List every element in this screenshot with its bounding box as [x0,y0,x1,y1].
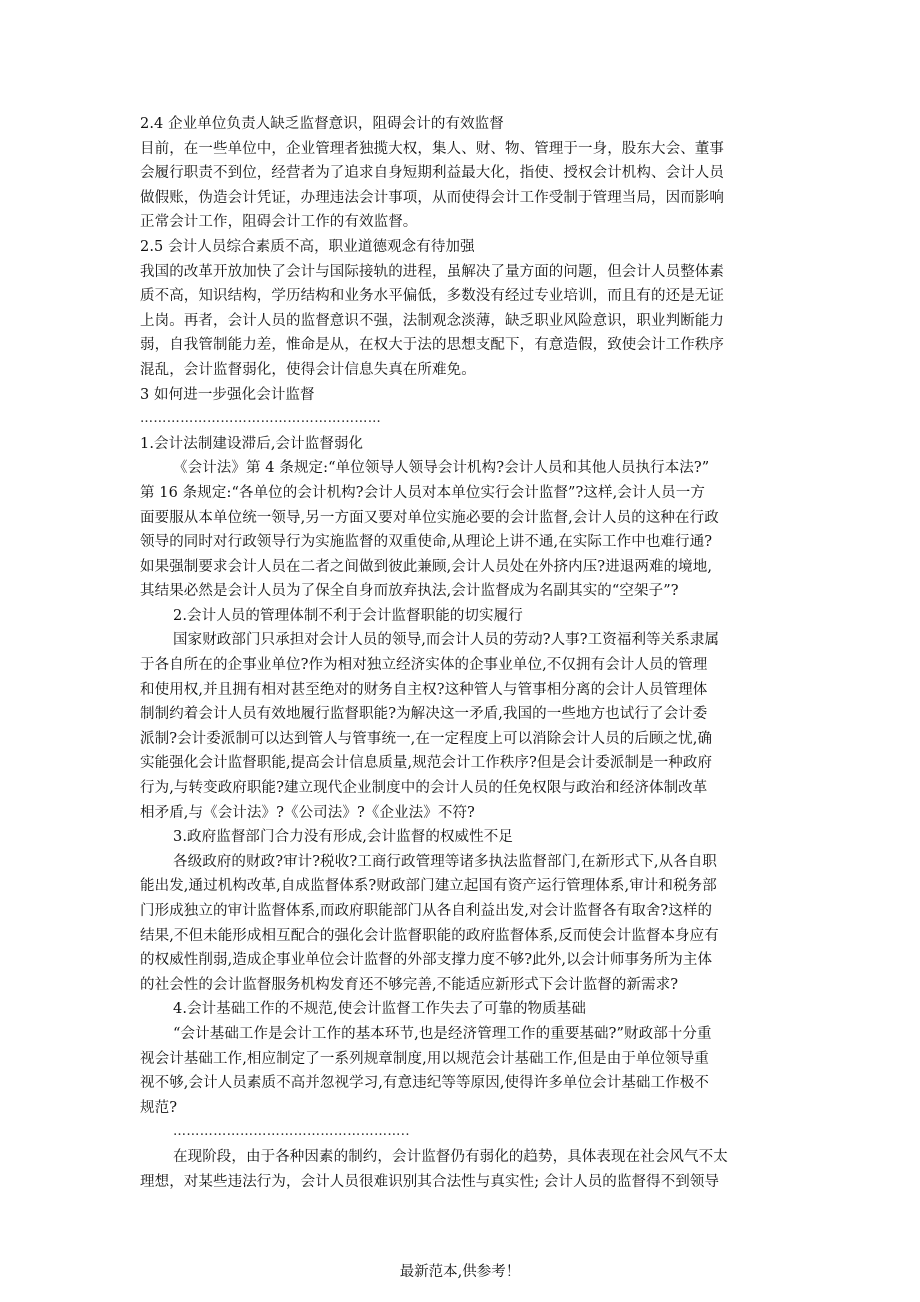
section-heading [140,997,782,1022]
section-heading [140,112,782,137]
text-line: 行为,与转变政府职能?建立现代企业制度中的会计人员的任免权限与政治和经济体制改革 [140,780,708,797]
paragraph [140,137,782,235]
text-line: 正常会计工作，阻碍会计工作的有效监督。 [140,214,418,231]
text-line: 的社会性的会计监督服务机构发育还不够完善,不能适应新形式下会计监督的新需求? [140,976,679,993]
text-line: 《会计法》第 4 条规定:“单位领导人领导会计机构?会计人员和其他人员执行本法?” [173,460,710,477]
text-line: 视不够,会计人员素质不高并忽视学习,有意违纪等等原因,使得许多单位会计基础工作极不 [140,1075,709,1092]
text-line: 4.会计基础工作的不规范,使会计监督工作失去了可靠的物质基础 [173,1001,586,1018]
dots-line: ……………………………………………… [140,411,382,427]
text-line: 2.4 企业单位负责人缺乏监督意识，阻碍会计的有效监督 [140,116,504,132]
section-heading [140,825,782,850]
text-line: 能出发,通过机构改革,自成监督体系?财政部门建立起国有资产运行管理体系,审计和税务部 [140,878,717,895]
text-line: 弱，自我管制能力差，惟命是从，在权大于法的思想支配下，有意造假，致使会计工作秩序 [140,337,724,354]
text-line: 领导的同时对行政领导行为实施监督的双重使命,从理论上讲不通,在实际工作中也难行通? [140,534,713,551]
text-line: 目前，在一些单位中，企业管理者独揽大权，集人、财、物、管理于一身，股东大会、董事 [140,140,724,157]
text-line: 制制约着会计人员有效地履行监督职能?为解决这一矛盾,我国的一些地方也试行了会计委 [140,706,708,723]
text-line: 理想，对某些违法行为，会计人员很难识别其合法性与真实性; 会计人员的监督得不到领导 [140,1173,720,1190]
text-line: 派制?会计委派制可以达到管人与管事统一,在一定程度上可以消除会计人员的后顾之忧,确 [140,730,713,747]
ellipsis-separator [140,407,782,432]
text-line: 混乱，会计监督弱化，使得会计信息失真在所难免。 [140,361,476,378]
text-line: 如果强制要求会计人员在二者之间做到彼此兼顾,会计人员处在外挤内压?进退两难的境地, [140,558,713,575]
text-line: 实能强化会计监督职能,提高会计信息质量,规范会计工作秩序?但是会计委派制是一种政府 [140,755,713,772]
ellipsis-separator [140,1120,782,1145]
paragraph [140,260,782,383]
text-line: 国家财政部门只承担对会计人员的领导,而会计人员的劳动?人事?工资福利等关系隶属 [173,632,720,649]
text-line: 的权威性削弱,造成企事业单位会计监督的外部支撑力度不够?此外,以会计师事务所为主体 [140,952,713,969]
text-line: 在现阶段，由于各种因素的制约，会计监督仍有弱化的趋势，具体表现在社会风气不太 [173,1148,728,1165]
text-line: 2.会计人员的管理体制不利于会计监督职能的切实履行 [173,607,523,624]
text-line: 质不高，知识结构，学历结构和业务水平偏低，多数没有经过专业培训，而且有的还是无证 [140,288,724,305]
text-line: 2.5 会计人员综合素质不高，职业道德观念有待加强 [140,238,475,255]
text-line: 面要服从本单位统一领导,另一方面又要对单位实施必要的会计监督,会计人员的这种在行政 [140,509,719,526]
text-line: 做假账，伪造会计凭证，办理违法会计事项，从而使得会计工作受制于管理当局，因而影响 [140,189,724,206]
text-line: 和使用权,并且拥有相对甚至绝对的财务自主权?这种管人与管事相分离的会计人员管理体 [140,681,708,698]
text-line: 其结果必然是会计人员为了保全自身而放弃执法,会计监督成为名副其实的“空架子”? [140,583,679,600]
text-line: 我国的改革开放加快了会计与国际接轨的进程，虽解决了量方面的问题，但会计人员整体素 [140,263,724,280]
dots-line: …………………………………………….. [173,1124,410,1140]
text-line: 相矛盾,与《会计法》?《公司法》?《企业法》不符? [140,804,475,821]
text-line: 视会计基础工作,相应制定了一系列规章制度,用以规范会计基础工作,但是由于单位领导重 [140,1050,709,1067]
text-line: 会履行职责不到位，经营者为了追求自身短期利益最大化，指使、授权会计机构、会计人员 [140,165,724,182]
section-heading [140,604,782,629]
text-line: “会计基础工作是会计工作的基本环节,也是经济管理工作的重要基础?”财政部十分重 [173,1025,712,1042]
paragraph [140,850,782,998]
text-line: 结果,不但未能形成相互配合的强化会计监督职能的政府监督体系,反而使会计监督本身应有 [140,927,719,944]
page-footer: 最新范本,供参考！ [399,1264,521,1280]
section-heading [140,235,782,260]
paragraph [140,1022,782,1120]
paragraph [140,628,782,825]
paragraph [140,1145,782,1194]
text-line: 门形成独立的审计监督体系,而政府职能部门从各自利益出发,对会计监督各有取舍?这样的 [140,903,713,919]
text-line: 1.会计法制建设滞后,会计监督弱化 [140,435,364,452]
section-heading [140,432,782,457]
text-line: 第 16 条规定:“各单位的会计机构?会计人员对本单位实行会计监督”?这样,会计人员一方 [140,484,705,501]
document-body [140,112,782,1194]
paragraph [140,456,782,604]
section-heading [140,383,782,408]
text-line: 3 如何进一步强化会计监督 [140,386,315,403]
text-line: 各级政府的财政?审计?税收?工商行政管理等诸多执法监督部门,在新形式下,从各自职 [173,853,718,870]
text-line: 于各自所在的企事业单位?作为相对独立经济实体的企事业单位,不仅拥有会计人员的管理 [140,657,708,674]
text-line: 3.政府监督部门合力没有形成,会计监督的权威性不足 [173,829,513,846]
text-line: 规范? [140,1099,178,1116]
text-line: 上岗。再者，会计人员的监督意识不强，法制观念淡薄，缺乏职业风险意识，职业判断能力 [140,312,724,329]
